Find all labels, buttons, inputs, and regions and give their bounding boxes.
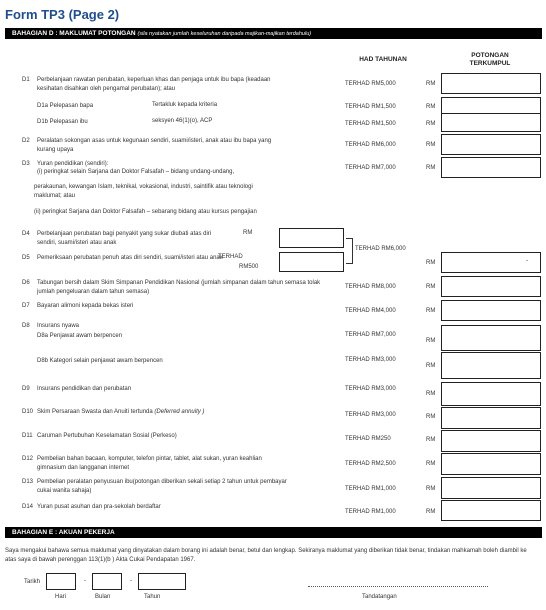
d7-rm: RM (426, 308, 436, 314)
col-had-tahunan: HAD TAHUNAN (359, 56, 407, 63)
d9-label: Insurans pendidikan dan perubatan (37, 386, 132, 392)
d3-label: Yuran pendidikan (sendiri): (37, 161, 109, 167)
d8b-limit: TERHAD RM3,000 (345, 357, 396, 363)
d1a-limit: TERHAD RM1,500 (345, 104, 396, 110)
section-e-declaration: Saya mengakui bahawa semua maklumat yang dinyatakan dalam borang ini adalah benar, betul dan lengkap. Sekiranya maklumat yang diberikan tidak benar, tindakan mahkamah boleh diambil ke atas saya di bawah perenggan 113(1)(b ) Akta Cukai Pendapatan 1967. (5, 548, 527, 563)
d2-label: Peralatan sokongan asas untuk kegunaan sendiri, suami/isteri, anak atau ibu bapa yang kurang upaya (37, 138, 272, 153)
d11-rm: RM (426, 437, 436, 443)
d8b-amount-input[interactable] (441, 352, 541, 379)
d10-italic: (Deferred annuity ) (154, 409, 205, 415)
d1b-rm: RM (426, 121, 436, 127)
d3-sub1: (i) peringkat selain Sarjana dan Doktor Falsafah – bidang undang-undang, (37, 169, 235, 175)
d1b-amount-input[interactable] (441, 113, 541, 132)
d5-amount-input[interactable] (279, 252, 344, 272)
hari-label: Hari (55, 594, 67, 600)
d6-label: Tabungan bersih dalam Skim Simpanan Pendidikan Nasional (jumlah simpanan dalam tahun semasa tolak jumlah pengeluaran dalam tahun semasa) (37, 280, 321, 295)
d8-label: Insurans nyawa (37, 323, 80, 329)
d14-amount-input[interactable] (441, 500, 541, 521)
d5-code: D5 (22, 255, 30, 261)
d4-label: Perbelanjaan perubatan bagi penyakit yang sukar diubati atas diri sendiri, suami/isteri atau anak (37, 231, 212, 246)
d4-code: D4 (22, 231, 30, 237)
col-potongan: POTONGAN TERKUMPUL (469, 52, 511, 67)
d2-amount-input[interactable] (441, 134, 541, 155)
d12-amount-input[interactable] (441, 453, 541, 475)
date-day-input[interactable] (46, 573, 76, 590)
d9-limit: TERHAD RM3,000 (345, 386, 396, 392)
d11-amount-input[interactable] (441, 430, 541, 452)
date-separator-2: - (130, 578, 132, 584)
d4-rm: RM (243, 230, 253, 236)
d10-limit: TERHAD RM3,000 (345, 412, 396, 418)
date-month-input[interactable] (92, 573, 122, 590)
d8-code: D8 (22, 323, 30, 329)
d4-d5-bracket (346, 238, 353, 264)
section-d-heading: BAHAGIAN D : MAKLUMAT POTONGAN (sila nyatakan jumlah keseluruhan daripada majikan-majikan terdahulu) (5, 28, 542, 39)
d1b-label: D1b Pelepasan ibu (37, 119, 88, 125)
bulan-label: Bulan (95, 594, 111, 600)
d1a-rm: RM (426, 104, 436, 110)
d6-rm: RM (426, 284, 436, 290)
d10-rm: RM (426, 414, 436, 420)
d10-code: D10 (22, 409, 34, 415)
d6-amount-input[interactable] (441, 276, 541, 297)
d9-rm: RM (426, 391, 436, 397)
d2-limit: TERHAD RM6,000 (345, 142, 396, 148)
d8a-label: D8a Penjawat awam berpencen (37, 333, 123, 339)
d12-limit: TERHAD RM2,500 (345, 461, 396, 467)
d7-limit: TERHAD RM4,000 (345, 308, 396, 314)
d3-limit: TERHAD RM7,000 (345, 165, 396, 171)
d5-terhad: TERHAD (218, 254, 243, 260)
d14-rm: RM (426, 509, 436, 515)
d4-amount-input[interactable] (279, 228, 344, 248)
d1-code: D1 (22, 77, 30, 83)
d11-limit: TERHAD RM250 (345, 436, 391, 442)
d14-label: Yuran pusat asuhan dan pra-sekolah berdaftar (37, 504, 161, 510)
d3-rm: RM (426, 165, 436, 171)
d3-code: D3 (22, 161, 30, 167)
d5-rm500: RM500 (239, 264, 259, 270)
d3-amount-input[interactable] (441, 157, 541, 178)
d6-code: D6 (22, 280, 30, 286)
d1-label: Perbelanjaan rawatan perubatan, keperluan khas dan penjaga untuk ibu bapa (keadaan kesihatan disahkan oleh pengamal perubatan); atau (37, 77, 271, 92)
section-e-heading: BAHAGIAN E : AKUAN PEKERJA (5, 527, 542, 538)
tahun-label: Tahun (144, 594, 161, 600)
d1-rm: RM (426, 81, 436, 87)
d9-amount-input[interactable] (441, 382, 541, 406)
d10-label: Skim Persaraan Swasta dan Anuiti tertunda (Deferred annuity ) (37, 409, 205, 415)
d1b-section: seksyen 46(1)(o), ACP (152, 118, 213, 124)
d8a-limit: TERHAD RM7,000 (345, 332, 396, 338)
d8b-rm: RM (426, 363, 436, 369)
signature-line[interactable] (308, 586, 488, 587)
d2-code: D2 (22, 138, 30, 144)
d10-amount-input[interactable] (441, 407, 541, 429)
date-year-input[interactable] (138, 573, 186, 590)
d3-sub2: (ii) peringkat Sarjana dan Doktor Falsafah – sebarang bidang atau kursus pengajian (34, 209, 257, 215)
d14-limit: TERHAD RM1,000 (345, 509, 396, 515)
d13-code: D13 (22, 479, 34, 485)
tarikh-label: Tarikh (24, 579, 41, 585)
d7-amount-input[interactable] (441, 300, 541, 321)
d12-rm: RM (426, 461, 436, 467)
d13-limit: TERHAD RM1,000 (345, 486, 396, 492)
d7-label: Bayaran alimoni kepada bekas isteri (37, 303, 134, 309)
d13-amount-input[interactable] (441, 477, 541, 499)
d8b-label: D8b Kategori selain penjawat awam berpencen (37, 358, 163, 364)
d13-rm: RM (426, 486, 436, 492)
d4-d5-total-value: - (526, 258, 528, 264)
d1a-criteria: Tertakluk kepada kriteria (152, 102, 218, 108)
d8a-rm: RM (426, 338, 436, 344)
d9-code: D9 (22, 386, 30, 392)
d11-code: D11 (22, 433, 33, 439)
page-title: Form TP3 (Page 2) (5, 7, 120, 22)
d5-label: Pemeriksaan perubatan penuh atas diri sendiri, suami/isteri atau anak (37, 255, 223, 261)
section-d-note: (sila nyatakan jumlah keseluruhan daripada majikan-majikan terdahulu) (137, 31, 312, 37)
d12-label: Pembelian bahan bacaan, komputer, telefon pintar, tablet, alat sukan, yuran keahlian gimnasium dan langganan internet (37, 456, 262, 471)
d14-code: D14 (22, 504, 34, 510)
d7-code: D7 (22, 303, 30, 309)
d4-d5-limit: TERHAD RM6,000 (355, 246, 406, 252)
d2-rm: RM (426, 142, 436, 148)
d1a-label: D1a Pelepasan bapa (37, 103, 94, 109)
d11-label: Caruman Pertubuhan Keselamatan Sosial (Perkeso) (37, 433, 177, 439)
d12-code: D12 (22, 456, 34, 462)
d3-sub1b: perakaunan, kewangan Islam, teknikal, vokasional, industri, saintifik atau teknologi maklumat; atau (34, 184, 253, 199)
d1-limit: TERHAD RM5,000 (345, 81, 396, 87)
d13-label: Pembelian peralatan penyusuan ibu(potongan diberikan sekali setiap 2 tahun untuk pembayar cukai wanita sahaja) (37, 479, 287, 494)
tandatangan-label: Tandatangan (362, 594, 397, 600)
d1b-limit: TERHAD RM1,500 (345, 121, 396, 127)
date-separator-1: - (84, 578, 86, 584)
d8a-amount-input[interactable] (441, 325, 541, 351)
d4-d5-rm: RM (426, 260, 436, 266)
d1-amount-input[interactable] (441, 73, 541, 94)
d6-limit: TERHAD RM8,000 (345, 284, 396, 290)
